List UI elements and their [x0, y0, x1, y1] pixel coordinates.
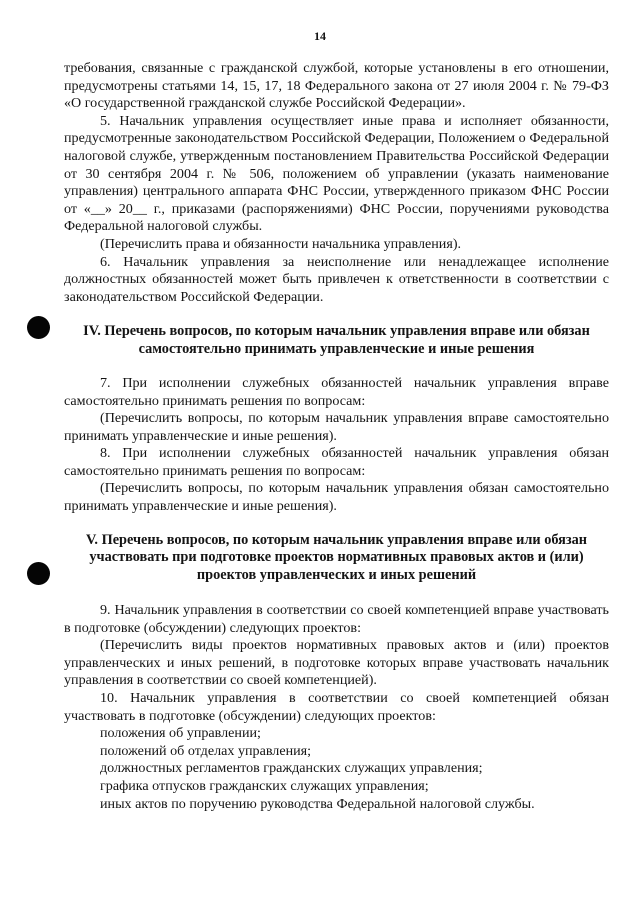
section-heading-line: участвовать при подготовке проектов нормативных правовых актов и (или)	[89, 549, 584, 566]
punch-hole	[27, 562, 50, 585]
paragraph: (Перечислить вопросы, по которым начальник управления вправе самостоятельно принимать управленческие и иные решения).	[64, 410, 609, 444]
list-item: положения об управлении;	[100, 725, 261, 742]
paragraph: 10. Начальник управления в соответствии со своей компетенцией обязан участвовать в подготовке (обсуждении) следующих проектов:	[64, 690, 609, 724]
paragraph: 7. При исполнении служебных обязанностей начальник управления вправе самостоятельно принимать решения по вопросам:	[64, 374, 609, 409]
list-item: должностных регламентов гражданских служащих управления;	[100, 760, 483, 777]
paragraph: требования, связанные с гражданской службой, которые установлены в его отношении, предусмотрены статьями 14, 15, 17, 18 Федерального закона от 27 июля 2004 г. № 79-ФЗ «О государственной гражданской службе Российской Федерации».	[64, 60, 609, 112]
list-item: иных актов по поручению руководства Федеральной налоговой службы.	[100, 795, 535, 812]
paragraph: (Перечислить виды проектов нормативных правовых актов и (или) проектов управленческих и иных решений, в подготовке которых вправе участвовать начальник управления в соответствии со своей компетенцией).	[64, 637, 609, 689]
list-item: графика отпусков гражданских служащих управления;	[100, 777, 429, 794]
paragraph: (Перечислить вопросы, по которым начальник управления обязан самостоятельно принимать управленческие и иные решения).	[64, 480, 609, 515]
section-heading-line: самостоятельно принимать управленческие и иные решения	[138, 341, 535, 358]
paragraph: 5. Начальник управления осуществляет иные права и исполняет обязанности, предусмотренные законодательством Российской Федерации, Положением о Федеральной налоговой службе, утвержденным постановлением Правительства Российской Федерации от 30 сентября 2004 г. № 506, положением об управлении (указать наименование управления) центрального аппарата ФНС России, утвержденного приказом ФНС России от «__» 20__ г., приказами (распоряжениями) ФНС России, поручениями руководства Федеральной налоговой службы.	[64, 112, 609, 235]
section-heading-line: проектов управленческих и иных решений	[196, 567, 477, 584]
page-number: 14	[314, 29, 326, 43]
paragraph: (Перечислить права и обязанности начальника управления).	[100, 235, 462, 252]
paragraph: 9. Начальник управления в соответствии со своей компетенцией вправе участвовать в подготовке (обсуждении) следующих проектов:	[64, 602, 609, 636]
punch-hole	[27, 316, 50, 339]
section-heading	[64, 323, 609, 359]
document-body	[64, 60, 609, 813]
paragraph: 6. Начальник управления за неисполнение или ненадлежащее исполнение должностных обязанностей может быть привлечен к ответственности в соответствии с законодательством Российской Федерации.	[64, 253, 609, 305]
section-heading	[64, 532, 609, 585]
list-item: положений об отделах управления;	[100, 742, 312, 759]
section-heading-line: IV. Перечень вопросов, по которым начальник управления вправе или обязан	[83, 323, 590, 340]
paragraph: 8. При исполнении служебных обязанностей начальник управления обязан самостоятельно принимать решения по вопросам:	[64, 445, 609, 479]
section-heading-line: V. Перечень вопросов, по которым начальник управления вправе или обязан	[85, 531, 588, 548]
